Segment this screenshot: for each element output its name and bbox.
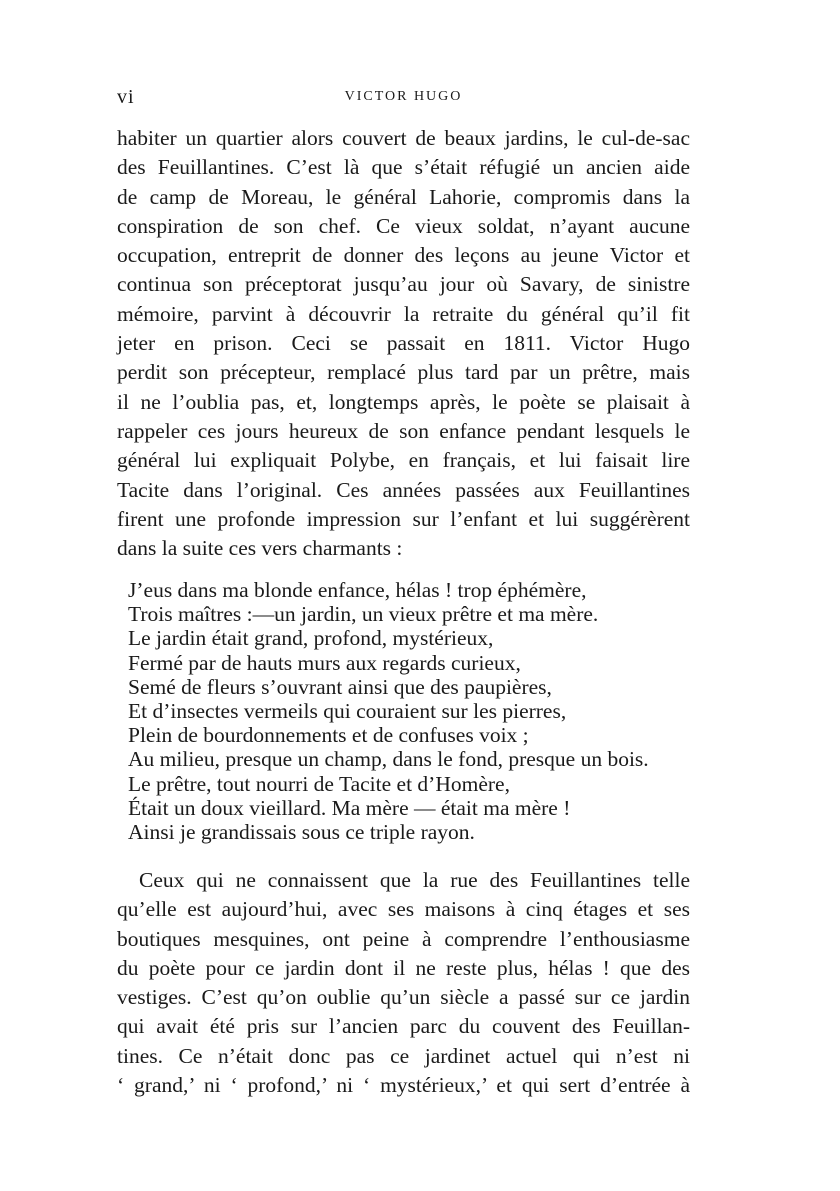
poem-line: Et d’insectes vermeils qui couraient sur les pierres, <box>128 699 567 724</box>
text-line: rappeler ces jours heureux de son enfance pendant lesquels le <box>117 418 690 443</box>
poem-line: Au milieu, presque un champ, dans le fond, presque un bois. <box>128 747 649 772</box>
poem-line: Fermé par de hauts murs aux regards curieux, <box>128 650 521 675</box>
text-line: ‘ grand,’ ni ‘ profond,’ ni ‘ mystérieux,’ et qui sert d’entrée à <box>117 1073 690 1098</box>
poem-line: Le jardin était grand, profond, mystérieux, <box>128 626 494 651</box>
text-line: dans la suite ces vers charmants : <box>117 536 403 561</box>
text-line: Tacite dans l’original. Ces années passées aux Feuillantines <box>117 477 690 502</box>
text-line: il ne l’oublia pas, et, longtemps après, le poète se plaisait à <box>117 389 690 414</box>
text-line: des Feuillantines. C’est là que s’était réfugié un ancien aide <box>117 155 690 180</box>
paragraph-2 <box>117 866 690 1100</box>
running-head: VICTOR HUGO <box>344 89 463 104</box>
text-line: général lui expliquait Polybe, en français, et lui faisait lire <box>117 448 690 473</box>
poem-line: Semé de fleurs s’ouvrant ainsi que des paupières, <box>128 674 552 699</box>
text-line: jeter en prison. Ceci se passait en 1811. Victor Hugo <box>117 331 690 356</box>
text-line: Ceux qui ne connaissent que la rue des Feuillantines telle <box>139 868 690 892</box>
text-line: conspiration de son chef. Ce vieux soldat, n’ayant aucune <box>117 213 690 238</box>
text-line: vestiges. C’est qu’on oublie qu’un siècle a passé sur ce jardin <box>117 985 690 1010</box>
text-line: tines. Ce n’était donc pas ce jardinet actuel qui n’est ni <box>117 1043 690 1068</box>
text-line: continua son préceptorat jusqu’au jour où Savary, de sinistre <box>117 272 690 297</box>
poem-line: J’eus dans ma blonde enfance, hélas ! trop éphémère, <box>128 578 587 602</box>
text-line: perdit son précepteur, remplacé plus tard par un prêtre, mais <box>117 360 690 385</box>
text-line: habiter un quartier alors couvert de beaux jardins, le cul-de-sac <box>117 126 690 150</box>
page-number: vi <box>117 86 135 108</box>
poem-line: Le prêtre, tout nourri de Tacite et d’Homère, <box>128 771 510 796</box>
poem-line: Trois maîtres :—un jardin, un vieux prêtre et ma mère. <box>128 602 599 627</box>
text-line: de camp de Moreau, le général Lahorie, compromis dans la <box>117 184 690 209</box>
paragraph-1 <box>117 124 690 563</box>
text-line: boutiques mesquines, ont peine à comprendre l’enthousiasme <box>117 926 690 951</box>
poem-line: Plein de bourdonnements et de confuses voix ; <box>128 723 529 748</box>
text-line: qu’elle est aujourd’hui, avec ses maisons à cinq étages et ses <box>117 897 690 922</box>
poem-quotation <box>128 578 698 844</box>
text-line: occupation, entreprit de donner des leçons au jeune Victor et <box>117 243 690 268</box>
text-line: qui avait été pris sur l’ancien parc du couvent des Feuillan- <box>117 1014 690 1039</box>
poem-line: Ainsi je grandissais sous ce triple rayon. <box>128 820 475 845</box>
text-line: firent une profonde impression sur l’enfant et lui suggérèrent <box>117 506 690 531</box>
text-line: mémoire, parvint à découvrir la retraite du général qu’il fit <box>117 301 690 326</box>
text-line: du poète pour ce jardin dont il ne reste plus, hélas ! que des <box>117 955 690 980</box>
poem-line: Était un doux vieillard. Ma mère — était ma mère ! <box>128 795 571 820</box>
page-header <box>117 86 690 116</box>
